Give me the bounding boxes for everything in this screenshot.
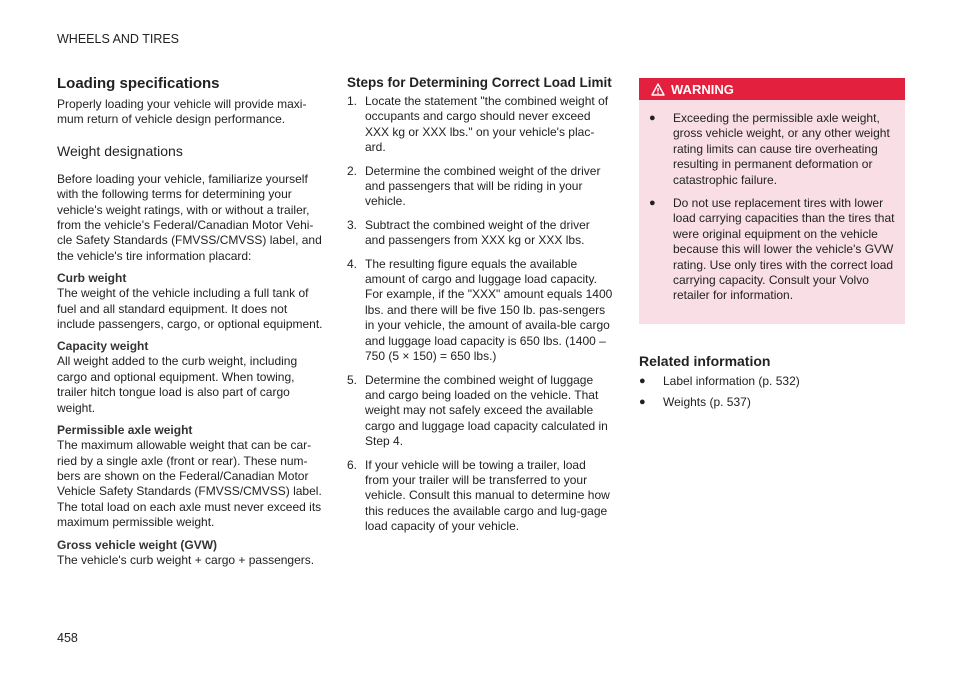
- warning-box: [639, 78, 905, 324]
- column-warning-related: [639, 74, 905, 417]
- related-list: [639, 374, 905, 411]
- section-title: Loading specifications: [57, 75, 220, 92]
- step-item: [347, 257, 613, 365]
- step-text: Subtract the combined weight of the driver and passengers from XXX kg or XXX lbs.: [365, 217, 590, 248]
- column-loading-specifications: [57, 74, 323, 568]
- page-number: 458: [57, 631, 78, 645]
- step-item: [347, 94, 613, 156]
- steps-list: [347, 94, 613, 535]
- related-heading: Related information: [639, 352, 771, 369]
- step-number: 6.: [347, 457, 358, 472]
- step-item: [347, 164, 613, 210]
- def-term-permissible-axle-weight: Permissible axle weight: [57, 423, 193, 438]
- related-link-weights[interactable]: [639, 395, 905, 410]
- step-item: [347, 458, 613, 535]
- warning-item: [649, 196, 895, 304]
- step-text: The resulting figure equals the available amount of cargo and luggage load capacity. For example, if the "XXX" amount equals 1400 lbs. and there will be five 150 lb. pas-sengers in your vehicle, the amount of availa-ble cargo and luggage load capacity is 650 lbs. (1400 – 750 (5 × 150) = 650 lbs.): [365, 256, 613, 364]
- step-text: Determine the combined weight of the driver and passengers that will be riding in your vehicle.: [365, 163, 601, 209]
- column-load-limit-steps: [347, 74, 613, 543]
- step-text: Locate the statement "the combined weight of occupants and cargo should never exceed XXX kg or XXX lbs." on your vehicle's plac-ard.: [365, 94, 609, 155]
- step-item: [347, 373, 613, 450]
- step-number: 4.: [347, 256, 358, 271]
- def-body-permissible-axle-weight: The maximum allowable weight that can be car-ried by a single axle (front or rear). These num-bers are shown on the Federal/Canadian Motor Vehicle Safety Standards (FMVSS/CMVSS) label. The total load on each axle must never exceed its maximum permissible weight.: [57, 438, 322, 530]
- bullet-icon: ●: [639, 396, 646, 409]
- bullet-icon: ●: [649, 197, 656, 210]
- warning-triangle-icon: [651, 83, 665, 96]
- bullet-icon: ●: [639, 374, 646, 387]
- def-body-curb-weight: The weight of the vehicle including a full tank of fuel and all standard equipment. It does not include passengers, cargo, or optional equipment.: [57, 286, 323, 332]
- step-number: 5.: [347, 372, 358, 387]
- related-link-text[interactable]: Label information (p. 532): [663, 373, 800, 388]
- related-link-text[interactable]: Weights (p. 537): [663, 395, 751, 410]
- warning-header: [639, 78, 905, 100]
- step-text: If your vehicle will be towing a trailer, load from your trailer will be transferred to your vehicle. Consult this manual to determine how this reduces the available cargo and lug-gage load capacity of your vehicle.: [365, 457, 610, 534]
- def-body-capacity-weight: All weight added to the curb weight, including cargo and optional equipment. When towing, trailer hitch tongue load is also part of cargo weight.: [57, 354, 298, 415]
- step-number: 2.: [347, 163, 358, 178]
- step-item: [347, 218, 613, 249]
- warning-title: WARNING: [671, 81, 734, 97]
- warning-item: [649, 111, 895, 188]
- warning-text: Exceeding the permissible axle weight, gross vehicle weight, or any other weight rating limits can cause tire overheating resulting in permanent deformation or catastrophic failure.: [673, 111, 890, 187]
- intro-paragraph: Properly loading your vehicle will provide maxi-mum return of vehicle design performance.: [57, 97, 307, 127]
- related-link-label-information[interactable]: [639, 374, 905, 389]
- bullet-icon: ●: [649, 112, 656, 124]
- warning-text: Do not use replacement tires with lower load carrying capacities than the tires that were original equipment on the vehicle because this will lower the vehicle's GVW rating. Use only tires with the correct load carrying capacity. Consult your Volvo retailer for information.: [673, 196, 895, 303]
- def-term-capacity-weight: Capacity weight: [57, 339, 149, 354]
- running-header: WHEELS AND TIRES: [57, 32, 180, 46]
- weight-designations-heading: Weight designations: [57, 142, 183, 159]
- steps-heading: Steps for Determining Correct Load Limit: [347, 75, 612, 90]
- def-body-gross-vehicle-weight: The vehicle's curb weight + cargo + passengers.: [57, 552, 315, 567]
- step-number: 1.: [347, 94, 358, 108]
- step-text: Determine the combined weight of luggage and cargo being loaded on the vehicle. That weight may not safely exceed the available cargo and luggage load capacity calculated in Step 4.: [365, 372, 608, 449]
- def-term-gross-vehicle-weight: Gross vehicle weight (GVW): [57, 537, 218, 552]
- weight-designations-intro: Before loading your vehicle, familiarize yourself with the following terms for determining your vehicle's weight ratings, with or without a trailer, from the vehicle's Federal/Canadian Motor Vehi-cle Safety Standards (FMVSS/CMVSS) label, and the vehicle's tire information placard:: [57, 171, 322, 263]
- def-term-curb-weight: Curb weight: [57, 271, 127, 286]
- related-information: [639, 352, 905, 411]
- warning-list: [639, 100, 905, 304]
- step-number: 3.: [347, 217, 358, 232]
